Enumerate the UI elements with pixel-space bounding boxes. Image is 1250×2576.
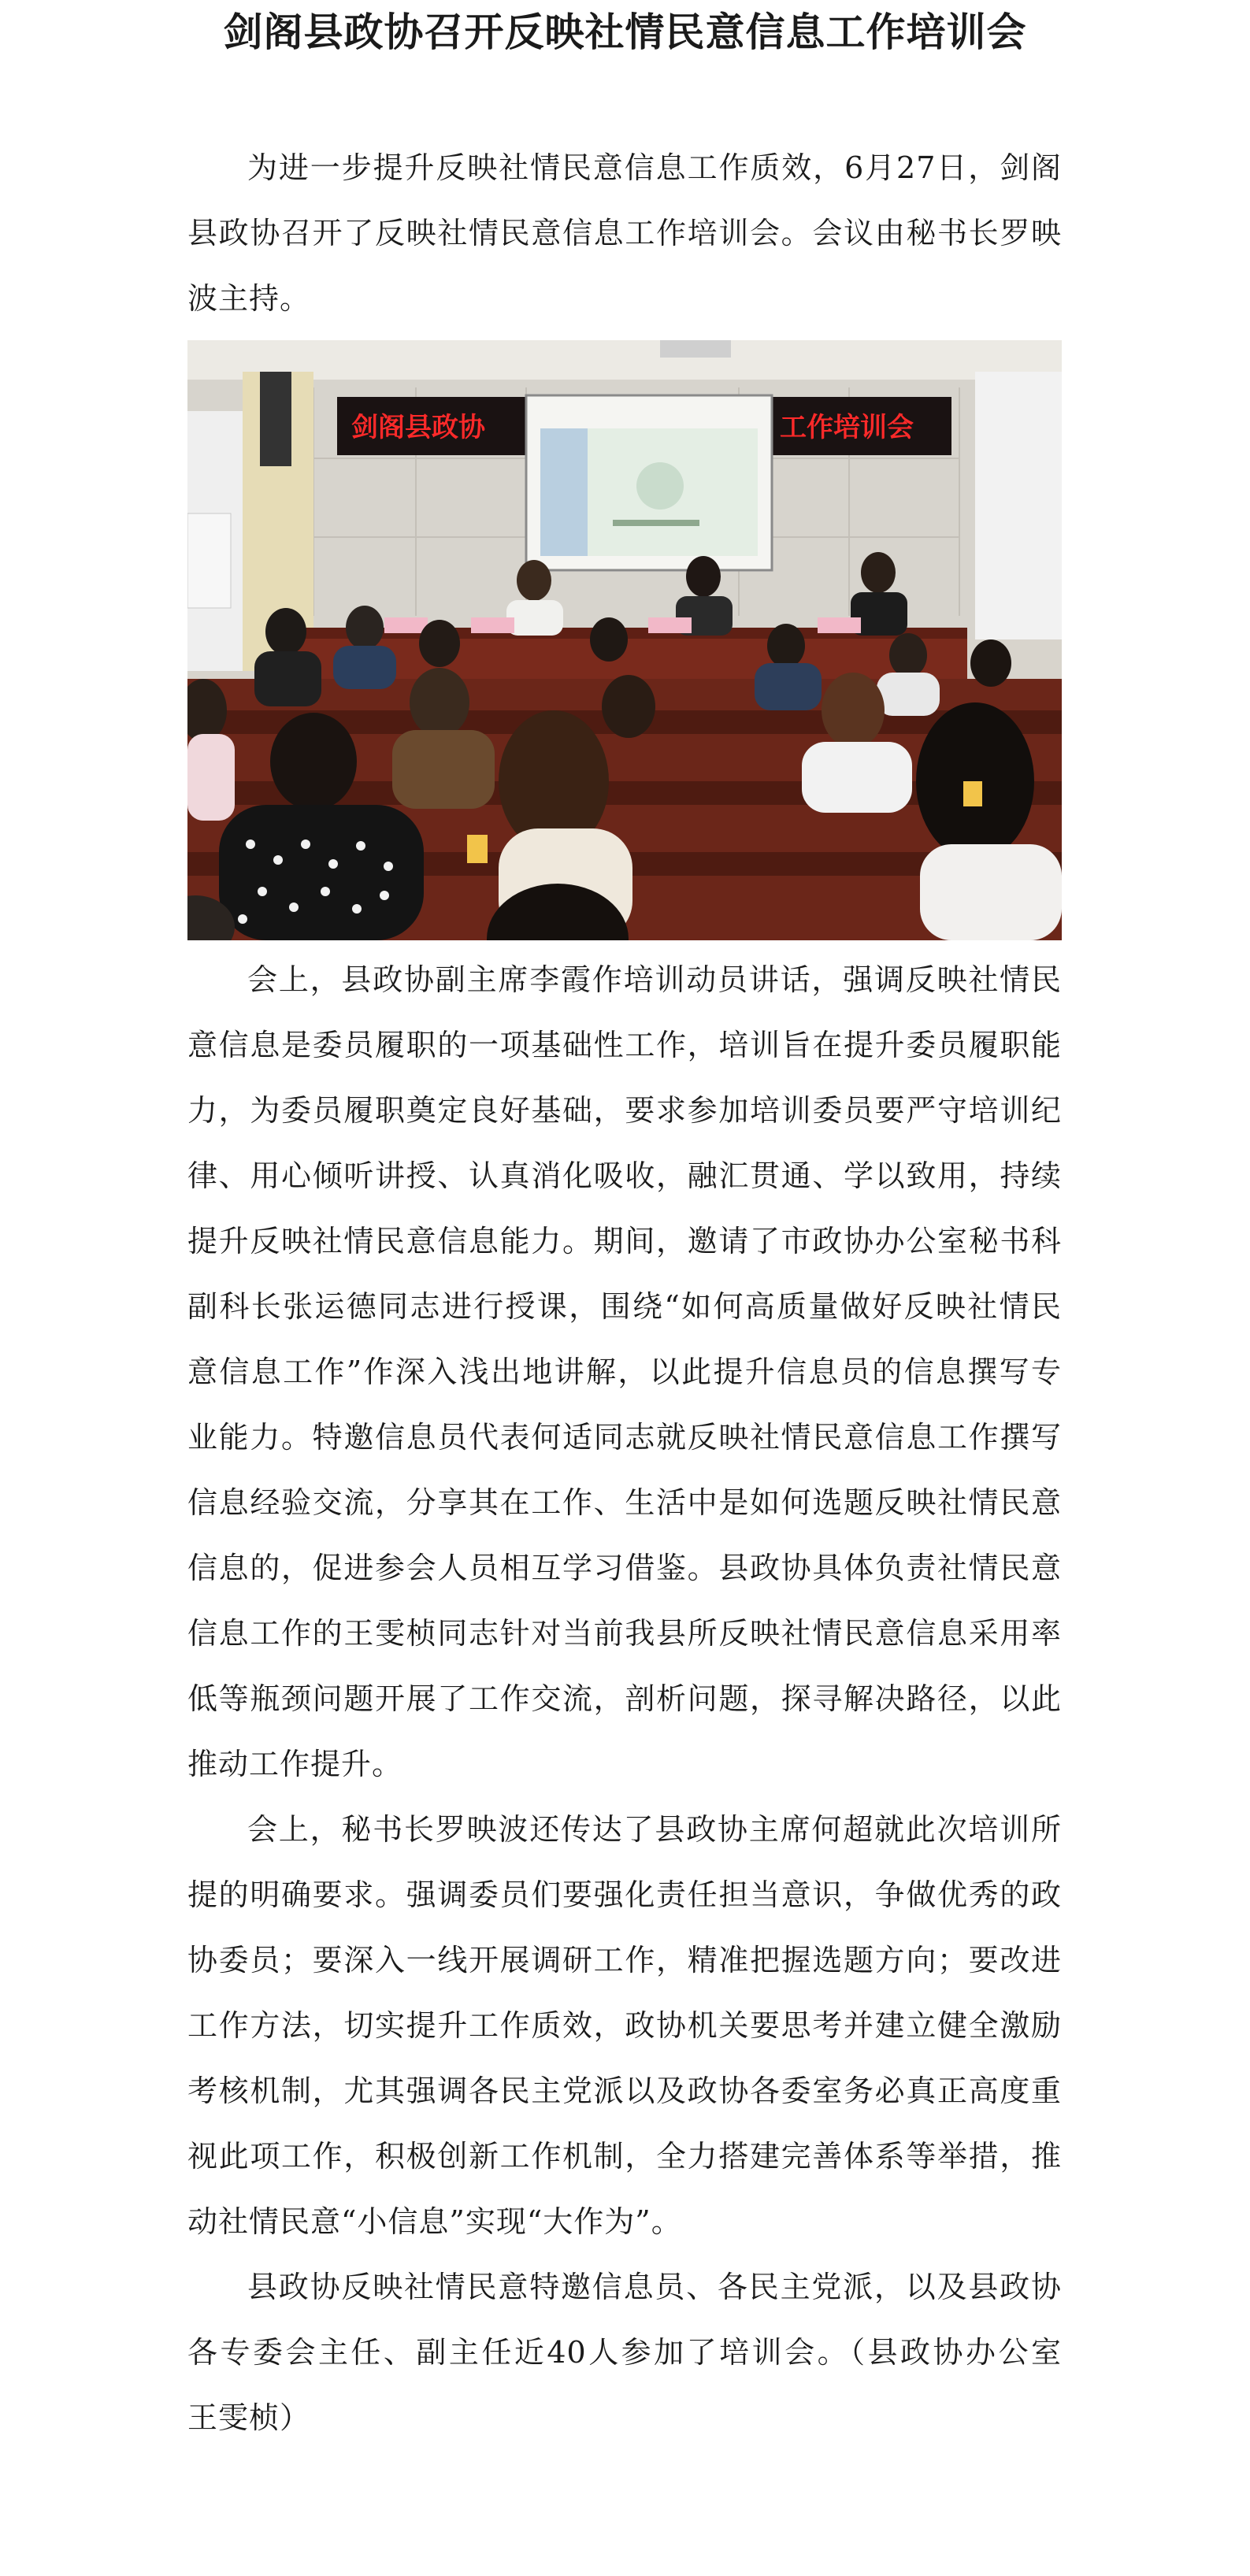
meeting-photo: [187, 340, 1062, 940]
article-title: 剑阁县政协召开反映社情民意信息工作培训会: [223, 9, 1027, 55]
paragraph-training-speech: 会上，县政协副主席李霞作培训动员讲话，强调反映社情民意信息是委员履职的一项基础性工作，培训旨在提升委员履职能力，为委员履职奠定良好基础，要求参加培训委员要严守培训纪律、用心倾听讲授、认真消化吸收，融汇贯通、学以致用，持续提升反映社情民意信息能力。期间，邀请了市政协办公室秘书科副科长张运德同志进行授课，围绕“如何高质量做好反映社情民意信息工作”作深入浅出地讲解，以此提升信息员的信息撰写专业能力。特邀信息员代表何适同志就反映社情民意信息工作撰写信息经验交流，分享其在工作、生活中是如何选题反映社情民意信息的，促进参会人员相互学习借鉴。县政协具体负责社情民意信息工作的王雯桢同志针对当前我县所反映社情民意信息采用率低等瓶颈问题开展了工作交流，剖析问题，探寻解决路径，以此推动工作提升。: [187, 962, 1062, 1781]
paragraph-requirements: 会上，秘书长罗映波还传达了县政协主席何超就此次培训所提的明确要求。强调委员们要强化责任担当意识，争做优秀的政协委员；要深入一线开展调研工作，精准把握选题方向；要改进工作方法，切实提升工作质效，政协机关要思考并建立健全激励考核机制，尤其强调各民主党派以及政协各委室务必真正高度重视此项工作，积极创新工作机制，全力搭建完善体系等举措，推动社情民意“小信息”实现“大作为”。: [187, 1812, 1062, 2239]
paragraph-intro: 为进一步提升反映社情民意信息工作质效，6月27日，剑阁县政协召开了反映社情民意信息工作培训会。会议由秘书长罗映波主持。: [187, 150, 1062, 316]
article-body-main: [187, 947, 1093, 2451]
article-body-intro: [187, 135, 1062, 332]
paragraph-attendance: 县政协反映社情民意特邀信息员、各民主党派，以及县政协各专委会主任、副主任近40人参加了培训会。（县政协办公室 王雯桢）: [187, 2270, 1093, 2435]
banner-left-text: 剑阁县政协: [351, 412, 485, 443]
banner-right-text: 工作培训会: [780, 412, 914, 443]
